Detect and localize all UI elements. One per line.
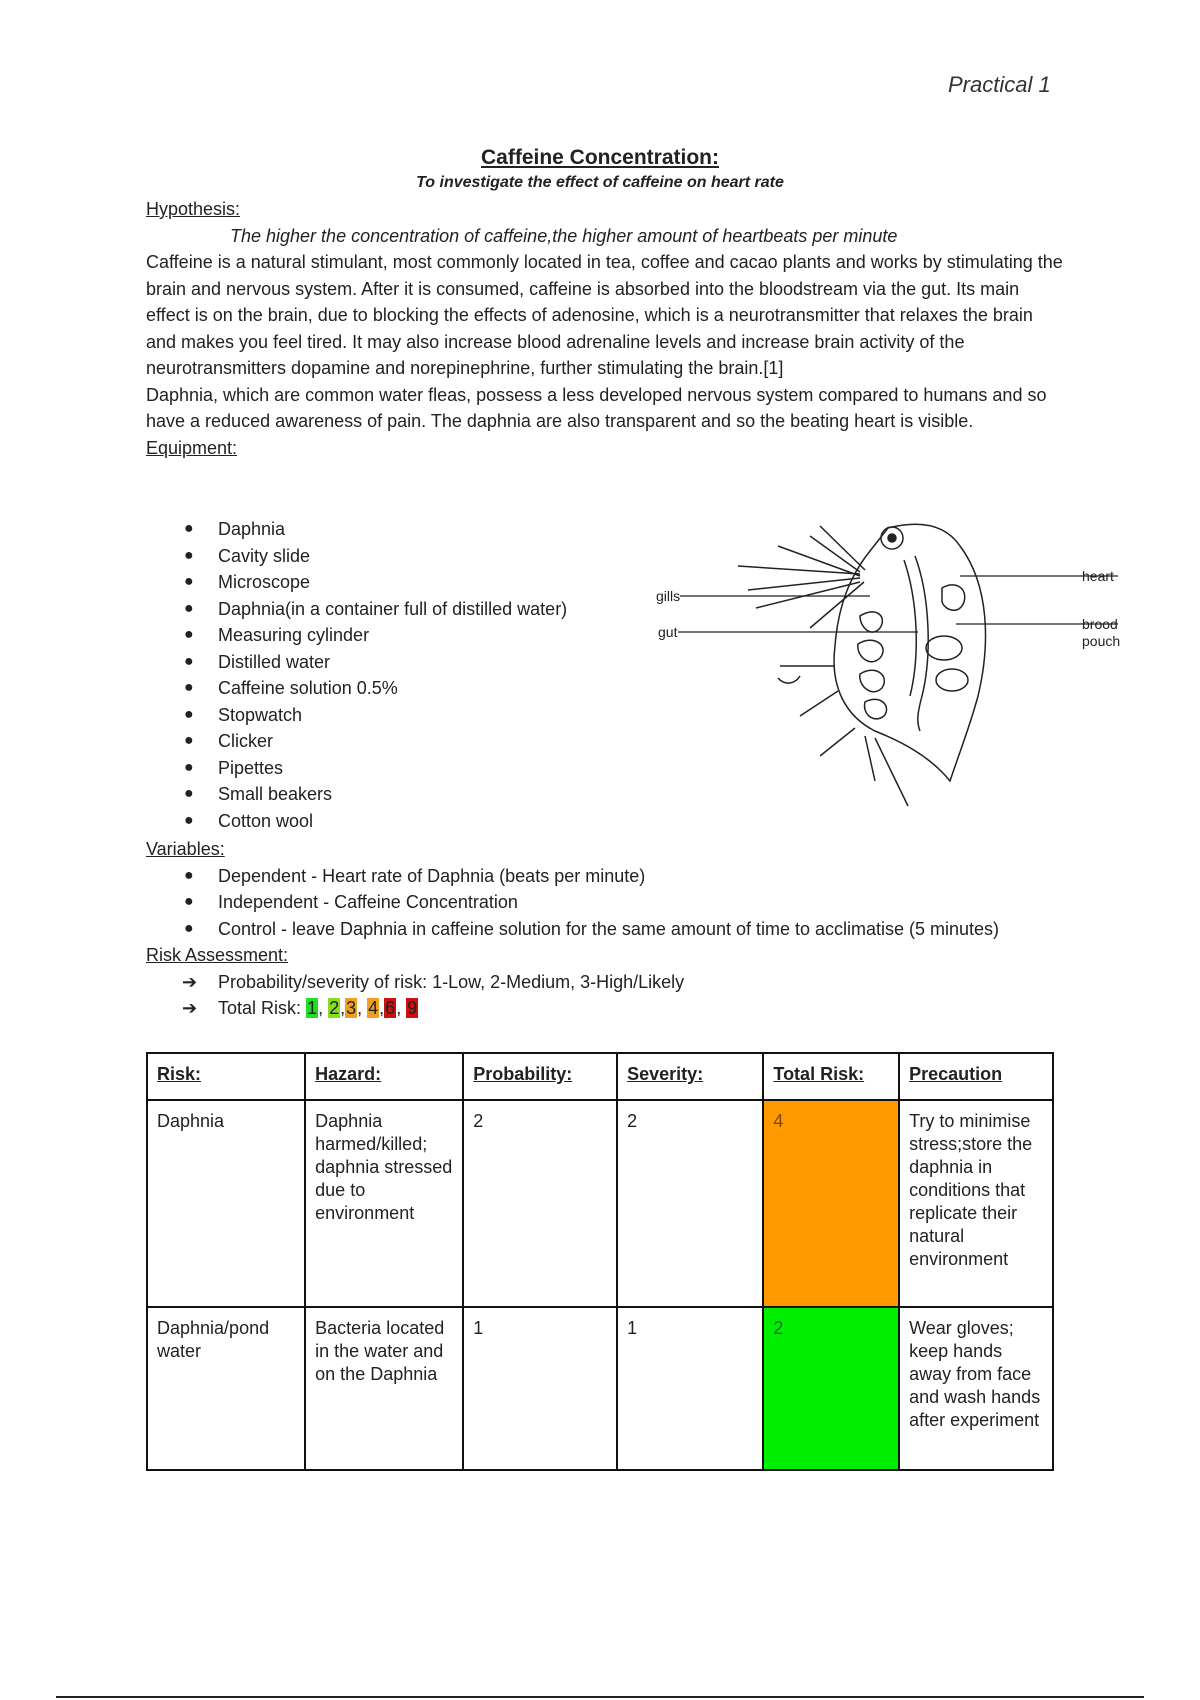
- list-item: ● Daphnia: [184, 519, 286, 539]
- variables-heading: Variables:: [146, 839, 225, 859]
- cell-risk: Daphnia/pond water: [147, 1307, 305, 1470]
- risk-key-6: 6: [385, 998, 396, 1018]
- table-row: [147, 1100, 1053, 1307]
- hypothesis-statement: The higher the concentration of caffeine,the higher amount of heartbeats per minute: [230, 225, 898, 246]
- document-title: Caffeine Concentration:: [480, 146, 719, 169]
- arrow-icon: ➔: [182, 998, 198, 1018]
- cell-total-risk: 2: [763, 1307, 899, 1470]
- total-risk-key: 1, 2,3, 4,6, 9: [307, 998, 418, 1018]
- cell-severity: 1: [617, 1307, 763, 1470]
- hypothesis-heading: Hypothesis:: [146, 199, 241, 219]
- equipment-list: [146, 516, 666, 834]
- list-item: ● Caffeine solution 0.5%: [184, 678, 398, 698]
- list-item: ● Cavity slide: [184, 545, 311, 566]
- list-item: ➔ Probability/severity of risk: 1-Low, 2-Medium, 3-High/Likely: [146, 969, 1066, 996]
- cell-hazard: Bacteria located in the water and on the Daphnia: [305, 1307, 463, 1470]
- document-subtitle: To investigate the effect of caffeine on heart rate: [416, 174, 784, 191]
- list-item: ● Daphnia(in a container full of distilled water): [184, 598, 568, 619]
- equipment-heading: Equipment:: [146, 437, 238, 458]
- daphnia-paragraph: Daphnia, which are common water fleas, possess a less developed nervous system compared to humans and so have a reduced awareness of pain. The daphnia are also transparent and so the beating heart is visible.: [146, 384, 1047, 431]
- caffeine-paragraph: Caffeine is a natural stimulant, most commonly located in tea, coffee and cacao plants and works by stimulating the brain and nervous system. After it is consumed, caffeine is absorbed into the bloodstream via the gut. Its main effect is on the brain, due to blocking the effects of adenosine, which is a neurotransmitter that relaxes the brain and makes you feel tired. It may also increase blood adrenaline levels and increase brain activity of the neurotransmitters dopamine and norepinephrine, further stimulating the brain.[1]: [146, 252, 1063, 378]
- equipment-section: [146, 516, 666, 834]
- cell-risk: Daphnia: [147, 1100, 305, 1307]
- risk-key-4: 4: [368, 998, 379, 1018]
- practical-label: Practical 1: [948, 72, 1051, 97]
- label-heart: heart: [1082, 568, 1114, 584]
- label-brood: brood: [1082, 616, 1118, 632]
- column-header-probability: Probability:: [463, 1053, 617, 1100]
- column-header-total-risk: Total Risk:: [763, 1053, 899, 1100]
- column-header-risk: Risk:: [147, 1053, 305, 1100]
- cell-severity: 2: [617, 1100, 763, 1307]
- column-header-severity: Severity:: [617, 1053, 763, 1100]
- cell-precaution: Try to minimise stress;store the daphnia in conditions that replicate their natural environment: [899, 1100, 1053, 1307]
- list-item: ● Pipettes: [184, 757, 284, 778]
- column-header-hazard: Hazard:: [305, 1053, 463, 1100]
- table-header-row: [147, 1053, 1053, 1100]
- table-row: [147, 1307, 1053, 1470]
- risk-key-1: 1: [307, 998, 318, 1018]
- label-gut: gut: [658, 624, 678, 640]
- cell-probability: 2: [463, 1100, 617, 1307]
- label-pouch: pouch: [1082, 633, 1121, 649]
- list-item: ● Distilled water: [184, 651, 331, 672]
- label-gills: gills: [656, 588, 681, 604]
- risk-key-list: [146, 969, 1066, 1022]
- variables-list: [146, 863, 1066, 943]
- list-item: ● Microscope: [184, 572, 311, 592]
- cell-probability: 1: [463, 1307, 617, 1470]
- list-item: ● Dependent - Heart rate of Daphnia (beats per minute): [184, 865, 646, 886]
- footer-divider: [56, 1696, 1144, 1698]
- cell-total-risk: 4: [763, 1100, 899, 1307]
- list-item: ● Cotton wool: [184, 810, 314, 831]
- hypothesis-section: [146, 196, 1066, 461]
- list-item: ➔ Total Risk: 1, 2,3, 4,6, 9: [146, 995, 1066, 1022]
- list-item: ● Small beakers: [184, 784, 333, 804]
- column-header-precaution: Precaution: [899, 1053, 1053, 1100]
- risk-assessment-heading: Risk Assessment:: [146, 945, 289, 965]
- list-item: ● Measuring cylinder: [184, 625, 370, 645]
- risk-key-3: 3: [346, 998, 357, 1018]
- list-item: ● Control - leave Daphnia in caffeine solution for the same amount of time to acclimatise (5 minutes): [184, 918, 1000, 939]
- risk-key-2: 2: [329, 998, 340, 1018]
- variables-section: [146, 836, 1066, 1022]
- arrow-icon: ➔: [182, 971, 198, 992]
- cell-hazard: Daphnia harmed/killed; daphnia stressed due to environment: [305, 1100, 463, 1307]
- cell-precaution: Wear gloves; keep hands away from face and wash hands after experiment: [899, 1307, 1053, 1470]
- risk-table: [146, 1052, 1054, 1471]
- risk-key-9: 9: [407, 998, 418, 1018]
- list-item: ● Clicker: [184, 731, 274, 751]
- daphnia-diagram: [656, 516, 1140, 826]
- list-item: ● Stopwatch: [184, 704, 303, 725]
- list-item: ● Independent - Caffeine Concentration: [184, 892, 518, 912]
